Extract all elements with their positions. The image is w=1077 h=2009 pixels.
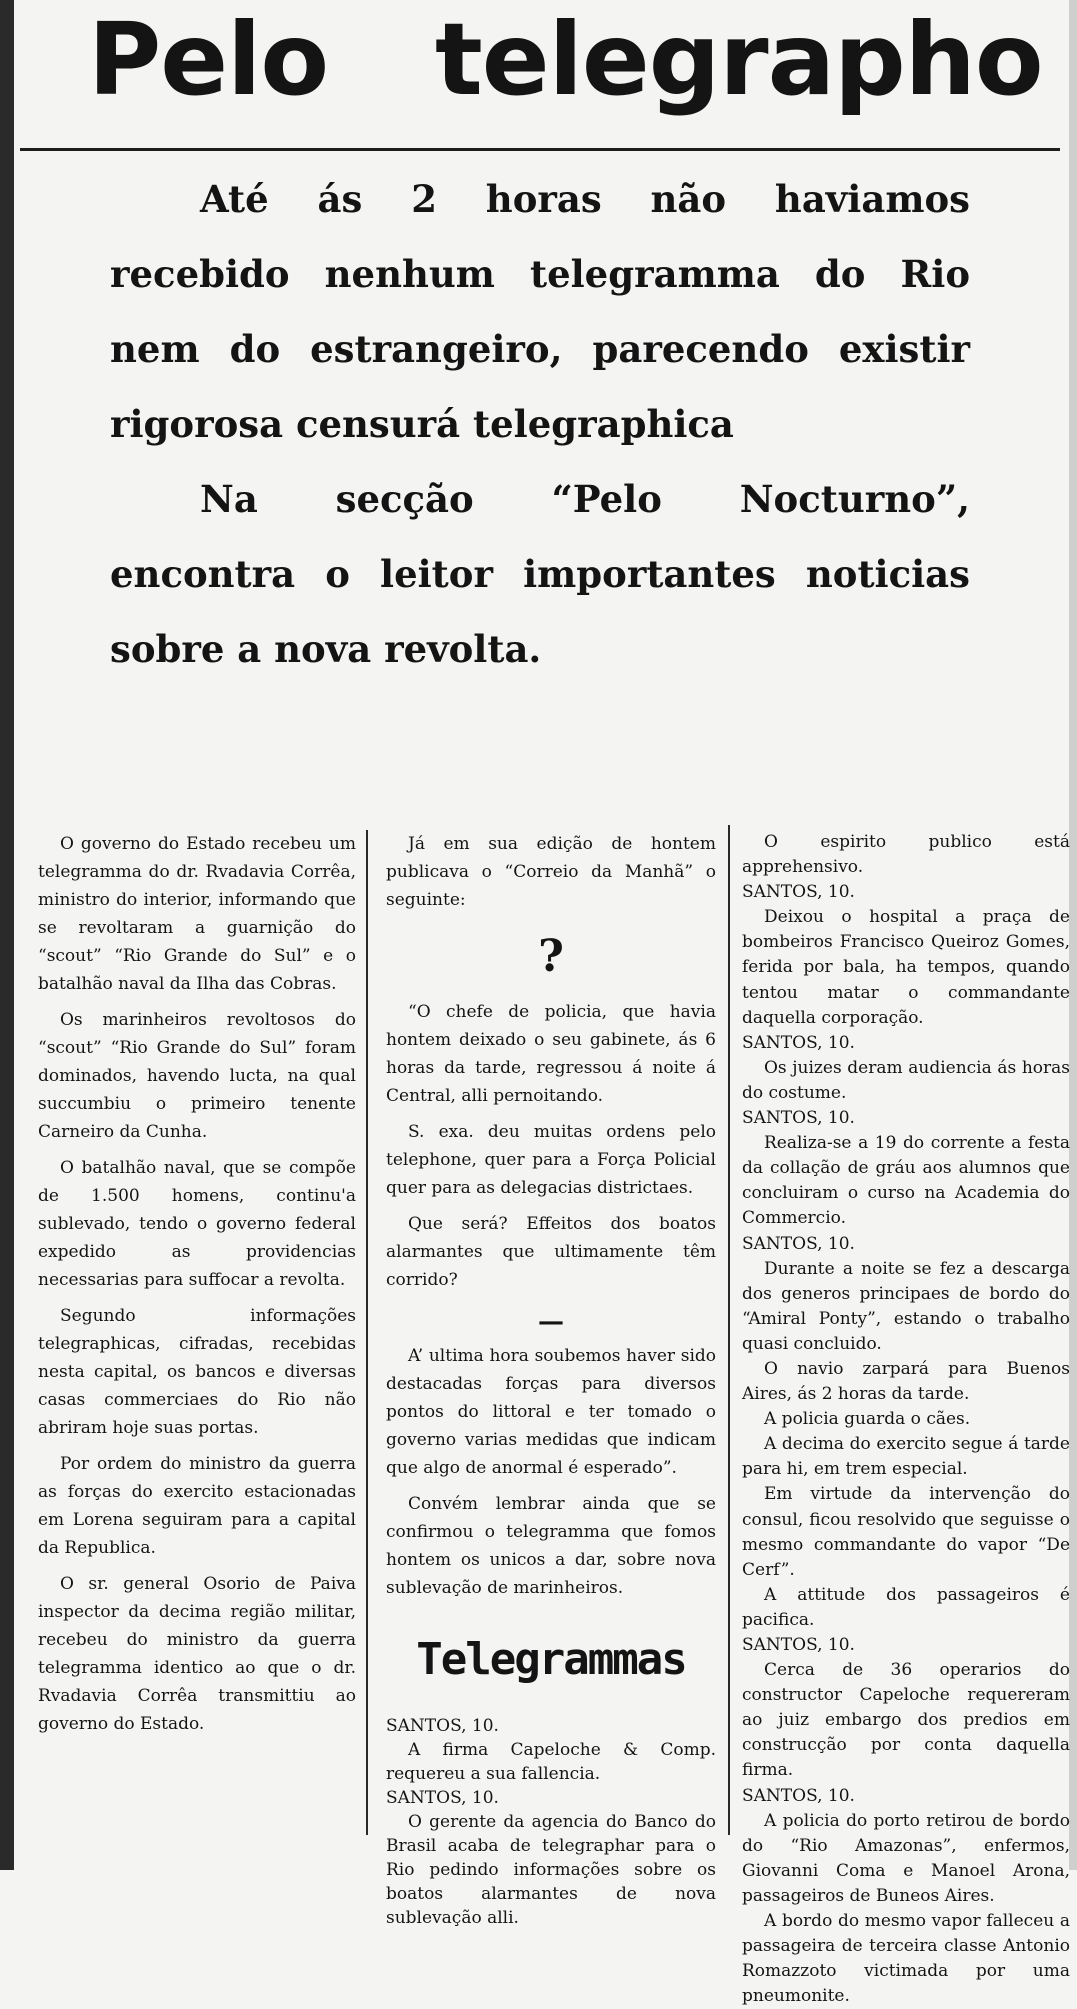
dateline: SANTOS, 10. [742, 1233, 855, 1254]
telegram-text: Os juizes deram audiencia ás horas do costume. [742, 1057, 1070, 1103]
article-paragraph: Por ordem do ministro da guerra as forças do exercito estacionadas em Lorena seguiram para a capital da Republica. [38, 1454, 356, 1558]
lead-paragraph-2: Na secção “Pelo Nocturno”, encontra o leitor importantes noticias sobre a nova revolta. [110, 477, 970, 671]
article-paragraph: Segundo informações telegraphicas, cifradas, recebidas nesta capital, os bancos e diversas casas commerciaes do Rio não abriram hoje suas portas. [38, 1306, 356, 1438]
telegram-text: A bordo do mesmo vapor falleceu a passageira de terceira classe Antonio Romazzoto victimada por uma pneumonite. [742, 1911, 1070, 2007]
telegram-text: O espirito publico está apprehensivo. [742, 832, 1070, 878]
question-mark-separator: ? [538, 931, 564, 982]
telegram-text: A policia guarda o cães. [764, 1409, 971, 1430]
article-paragraph: Os marinheiros revoltosos do “scout” “Rio Grande do Sul” foram dominados, havendo lucta, na qual succumbiu o primeiro tenente Carneiro da Cunha. [38, 1010, 356, 1142]
telegram-text: A decima do exercito segue á tarde para hi, em trem especial. [742, 1434, 1070, 1480]
telegram-text: Durante a noite se fez a descarga dos generos principaes de bordo do “Amiral Ponty”, estando o trabalho quasi concluido. [742, 1258, 1070, 1354]
telegram-text: Realiza-se a 19 do corrente a festa da collação de gráu aos alumnos que concluiram o curso na Academia do Commercio. [742, 1133, 1070, 1229]
telegram-text: A attitude dos passageiros é pacifica. [742, 1584, 1070, 1630]
article-paragraph: O batalhão naval, que se compõe de 1.500 homens, continu'a sublevado, tendo o governo federal expedido as providencias necessarias para suffocar a revolta. [38, 1158, 356, 1290]
column-3 [742, 830, 1070, 2009]
column-divider-1 [366, 830, 368, 1835]
dash-separator: — [538, 1307, 564, 1337]
telegram-text: Em virtude da intervenção do consul, ficou resolvido que seguisse o mesmo commandante do vapor “De Cerf”. [742, 1484, 1070, 1580]
telegram-list [386, 1714, 716, 1930]
masthead-rule [20, 148, 1060, 151]
dateline: SANTOS, 10. [742, 882, 855, 903]
column-1 [38, 830, 356, 1746]
dateline: SANTOS, 10. [742, 1785, 855, 1806]
article-paragraph: Já em sua edição de hontem publicava o “Correio da Manhã” o seguinte: [386, 834, 716, 910]
telegram-text: O navio zarpará para Buenos Aires, ás 2 horas da tarde. [742, 1358, 1070, 1405]
lead-paragraph-1: Até ás 2 horas não haviamos recebido nenhum telegramma do Rio nem do estrangeiro, parecendo existir rigorosa censurá telegraphica [110, 177, 970, 446]
article-paragraph: Convém lembrar ainda que se confirmou o telegramma que fomos hontem os unicos a dar, sobre nova sublevação de marinheiros. [386, 1494, 716, 1598]
telegram-text: Cerca de 36 operarios do constructor Capeloche requereram ao juiz embargo dos predios em construcção por conta daquella firma. [742, 1660, 1070, 1781]
article-paragraph: Que será? Effeitos dos boatos alarmantes que ultimamente têm corrido? [386, 1214, 716, 1290]
section-heading-telegrammas: Telegrammas [416, 1634, 686, 1685]
scan-edge-right [1069, 0, 1077, 1870]
telegram-text: A firma Capeloche & Comp. requereu a sua fallencia. [386, 1740, 716, 1784]
article-paragraph: S. exa. deu muitas ordens pelo telephone, quer para a Força Policial quer para as delegacias districtaes. [386, 1122, 716, 1198]
lead-notice [110, 162, 970, 687]
article-paragraph: O governo do Estado recebeu um telegramma do dr. Rvadavia Corrêa, ministro do interior, informando que se revoltaram a guarnição do “scout” “Rio Grande do Sul” e o batalhão naval da Ilha das Cobras. [38, 834, 356, 994]
dateline: SANTOS, 10. [742, 1032, 855, 1053]
article-paragraph: A’ ultima hora soubemos haver sido destacadas forças para diversos pontos do littoral e ter tomado o governo varias medidas que indicam que algo de anormal é esperado”. [386, 1346, 716, 1478]
telegram-text: A policia do porto retirou de bordo do “Rio Amazonas”, enfermos, Giovanni Coma e Manoel Arona, passageiros de Buneos Aires. [742, 1810, 1070, 1906]
article-paragraph: O sr. general Osorio de Paiva inspector da decima região militar, recebeu do ministro da guerra telegramma identico ao que o dr. Rvadavia Corrêa transmittiu ao governo do Estado. [38, 1574, 356, 1734]
column-divider-2 [728, 825, 730, 1835]
column-2 [386, 830, 716, 1930]
dateline: SANTOS, 10. [742, 1108, 855, 1129]
telegram-text: O gerente da agencia do Banco do Brasil acaba de telegraphar para o Rio pedindo informações sobre os boatos alarmantes de nova sublevação alli. [386, 1812, 716, 1928]
scan-edge-left [0, 0, 14, 1870]
dateline: SANTOS, 10. [386, 1716, 499, 1736]
dateline: SANTOS, 10. [386, 1788, 499, 1808]
masthead-word-2: telegrapho [435, 1, 1043, 118]
masthead-title [80, 0, 1060, 120]
masthead-word-1: Pelo [88, 1, 329, 118]
telegram-text: Deixou o hospital a praça de bombeiros Francisco Queiroz Gomes, ferida por bala, ha tempos, quando tentou matar o commandante daquella corporação. [742, 907, 1070, 1028]
dateline: SANTOS, 10. [742, 1635, 855, 1655]
article-paragraph: “O chefe de policia, que havia hontem deixado o seu gabinete, ás 6 horas da tarde, regressou á noite á Central, alli pernoitando. [386, 1002, 716, 1106]
